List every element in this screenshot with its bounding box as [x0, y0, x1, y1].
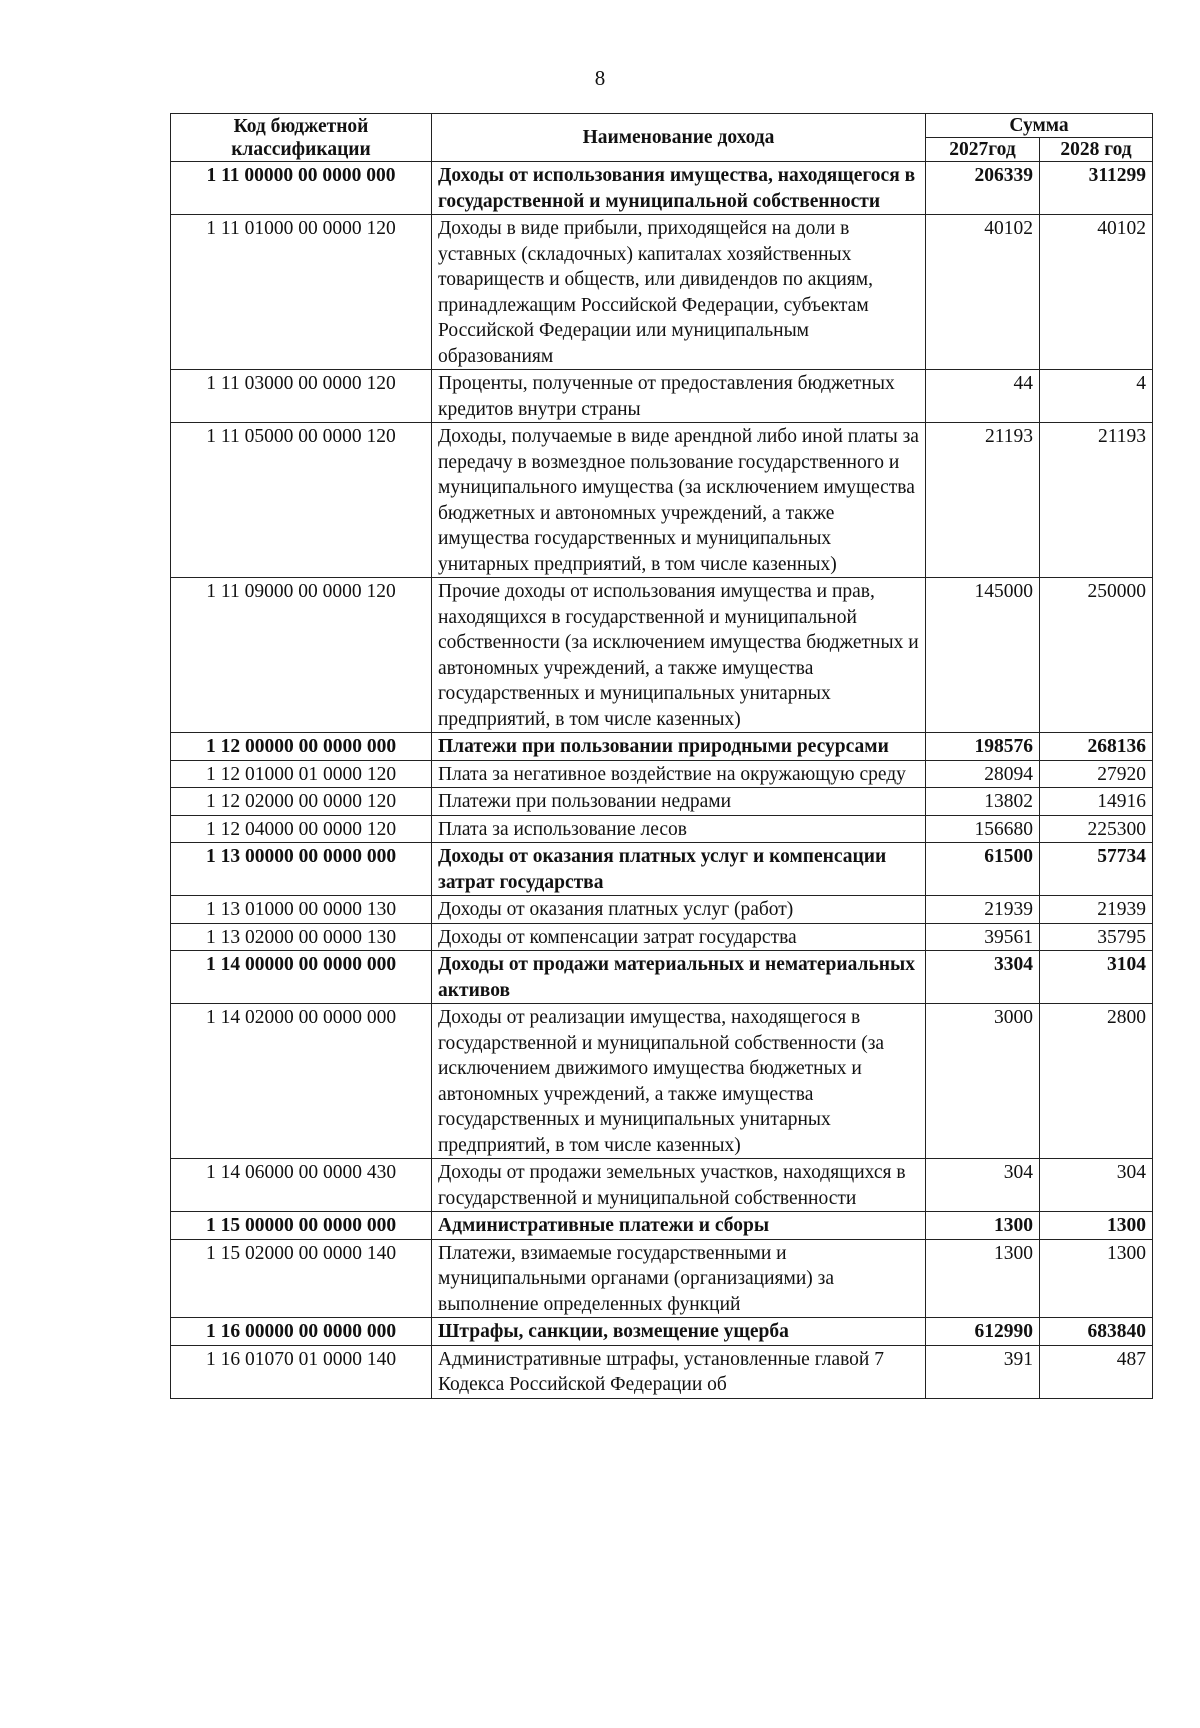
income-name-cell: Доходы от продажи материальных и нематериальных активов	[432, 951, 926, 1004]
code-cell: 1 11 09000 00 0000 120	[171, 578, 432, 733]
header-sum: Сумма	[926, 114, 1153, 138]
code-cell: 1 13 00000 00 0000 000	[171, 843, 432, 896]
income-name-cell: Доходы, получаемые в виде арендной либо иной платы за передачу в возмездное пользование государственного и муниципального имущества (за исключением имущества бюджетных и автономных учреждений, а также имущества государственных и муниципальных унитарных предприятий, в том числе казенных)	[432, 423, 926, 578]
code-cell: 1 14 00000 00 0000 000	[171, 951, 432, 1004]
page-number: 8	[594, 66, 606, 90]
code-cell: 1 11 05000 00 0000 120	[171, 423, 432, 578]
amount-2027-cell: 13802	[926, 788, 1040, 816]
table-row	[171, 423, 1153, 578]
income-name-cell: Доходы от продажи земельных участков, находящихся в государственной и муниципальной собственности	[432, 1159, 926, 1212]
income-name-cell: Административные платежи и сборы	[432, 1212, 926, 1240]
income-name-cell: Штрафы, санкции, возмещение ущерба	[432, 1318, 926, 1346]
table-row	[171, 1345, 1153, 1398]
amount-2028-cell: 268136	[1040, 733, 1153, 761]
amount-2027-cell: 3000	[926, 1004, 1040, 1159]
income-name-cell: Платежи при пользовании недрами	[432, 788, 926, 816]
table-row-total	[171, 1212, 1153, 1240]
table-header	[171, 114, 1153, 162]
table-row-total	[171, 733, 1153, 761]
code-cell: 1 12 04000 00 0000 120	[171, 815, 432, 843]
income-name-cell: Плата за использование лесов	[432, 815, 926, 843]
code-cell: 1 13 01000 00 0000 130	[171, 896, 432, 924]
code-cell: 1 14 02000 00 0000 000	[171, 1004, 432, 1159]
code-cell: 1 11 01000 00 0000 120	[171, 215, 432, 370]
table-row	[171, 215, 1153, 370]
code-cell: 1 11 03000 00 0000 120	[171, 370, 432, 423]
amount-2027-cell: 391	[926, 1345, 1040, 1398]
amount-2027-cell: 304	[926, 1159, 1040, 1212]
code-cell: 1 12 00000 00 0000 000	[171, 733, 432, 761]
code-cell: 1 14 06000 00 0000 430	[171, 1159, 432, 1212]
amount-2027-cell: 156680	[926, 815, 1040, 843]
amount-2028-cell: 40102	[1040, 215, 1153, 370]
code-cell: 1 13 02000 00 0000 130	[171, 923, 432, 951]
code-cell: 1 16 01070 01 0000 140	[171, 1345, 432, 1398]
amount-2028-cell: 304	[1040, 1159, 1153, 1212]
amount-2027-cell: 61500	[926, 843, 1040, 896]
income-name-cell: Платежи при пользовании природными ресурсами	[432, 733, 926, 761]
amount-2028-cell: 250000	[1040, 578, 1153, 733]
amount-2028-cell: 1300	[1040, 1212, 1153, 1240]
code-cell: 1 16 00000 00 0000 000	[171, 1318, 432, 1346]
table-row	[171, 578, 1153, 733]
amount-2027-cell: 206339	[926, 162, 1040, 215]
amount-2027-cell: 3304	[926, 951, 1040, 1004]
amount-2028-cell: 4	[1040, 370, 1153, 423]
income-name-cell: Доходы от оказания платных услуг и компенсации затрат государства	[432, 843, 926, 896]
amount-2028-cell: 21193	[1040, 423, 1153, 578]
amount-2028-cell: 35795	[1040, 923, 1153, 951]
amount-2027-cell: 21939	[926, 896, 1040, 924]
table-row-total	[171, 162, 1153, 215]
income-name-cell: Доходы от компенсации затрат государства	[432, 923, 926, 951]
amount-2028-cell: 57734	[1040, 843, 1153, 896]
amount-2027-cell: 28094	[926, 760, 1040, 788]
table-row	[171, 1159, 1153, 1212]
amount-2027-cell: 1300	[926, 1212, 1040, 1240]
amount-2027-cell: 21193	[926, 423, 1040, 578]
header-year-2027: 2027год	[926, 138, 1040, 162]
amount-2028-cell: 225300	[1040, 815, 1153, 843]
income-name-cell: Доходы от оказания платных услуг (работ)	[432, 896, 926, 924]
amount-2028-cell: 2800	[1040, 1004, 1153, 1159]
income-name-cell: Проценты, полученные от предоставления бюджетных кредитов внутри страны	[432, 370, 926, 423]
table-row	[171, 1239, 1153, 1318]
table-row	[171, 370, 1153, 423]
income-name-cell: Доходы в виде прибыли, приходящейся на доли в уставных (складочных) капиталах хозяйственных товариществ и обществ, или дивидендов по акциям, принадлежащим Российской Федерации, субъектам Российской Федерации или муниципальным образованиям	[432, 215, 926, 370]
amount-2028-cell: 1300	[1040, 1239, 1153, 1318]
amount-2028-cell: 27920	[1040, 760, 1153, 788]
code-cell: 1 11 00000 00 0000 000	[171, 162, 432, 215]
code-cell: 1 15 02000 00 0000 140	[171, 1239, 432, 1318]
table-row-total	[171, 951, 1153, 1004]
amount-2028-cell: 487	[1040, 1345, 1153, 1398]
income-name-cell: Доходы от использования имущества, находящегося в государственной и муниципальной собственности	[432, 162, 926, 215]
table-row	[171, 815, 1153, 843]
amount-2028-cell: 3104	[1040, 951, 1153, 1004]
table-row-total	[171, 843, 1153, 896]
header-name: Наименование дохода	[432, 114, 926, 162]
income-name-cell: Административные штрафы, установленные главой 7 Кодекса Российской Федерации об	[432, 1345, 926, 1398]
amount-2028-cell: 683840	[1040, 1318, 1153, 1346]
header-year-2028: 2028 год	[1040, 138, 1153, 162]
table-row-total	[171, 1318, 1153, 1346]
amount-2028-cell: 14916	[1040, 788, 1153, 816]
amount-2027-cell: 145000	[926, 578, 1040, 733]
income-name-cell: Плата за негативное воздействие на окружающую среду	[432, 760, 926, 788]
amount-2027-cell: 39561	[926, 923, 1040, 951]
amount-2028-cell: 311299	[1040, 162, 1153, 215]
amount-2027-cell: 1300	[926, 1239, 1040, 1318]
code-cell: 1 12 01000 01 0000 120	[171, 760, 432, 788]
amount-2027-cell: 198576	[926, 733, 1040, 761]
table-row	[171, 788, 1153, 816]
amount-2028-cell: 21939	[1040, 896, 1153, 924]
amount-2027-cell: 40102	[926, 215, 1040, 370]
table-row	[171, 760, 1153, 788]
table-row	[171, 923, 1153, 951]
header-code: Код бюджетной классификации	[171, 114, 432, 162]
amount-2027-cell: 612990	[926, 1318, 1040, 1346]
amount-2027-cell: 44	[926, 370, 1040, 423]
code-cell: 1 15 00000 00 0000 000	[171, 1212, 432, 1240]
income-name-cell: Платежи, взимаемые государственными и муниципальными органами (организациями) за выполнение определенных функций	[432, 1239, 926, 1318]
revenue-table	[170, 113, 1153, 1399]
code-cell: 1 12 02000 00 0000 120	[171, 788, 432, 816]
table-row	[171, 896, 1153, 924]
table-body	[171, 162, 1153, 1399]
income-name-cell: Доходы от реализации имущества, находящегося в государственной и муниципальной собственности (за исключением движимого имущества бюджетных и автономных учреждений, а также имущества государственных и муниципальных унитарных предприятий, в том числе казенных)	[432, 1004, 926, 1159]
income-name-cell: Прочие доходы от использования имущества и прав, находящихся в государственной и муниципальной собственности (за исключением имущества бюджетных и автономных учреждений, а также имущества государственных и муниципальных унитарных предприятий, в том числе казенных)	[432, 578, 926, 733]
table-row	[171, 1004, 1153, 1159]
